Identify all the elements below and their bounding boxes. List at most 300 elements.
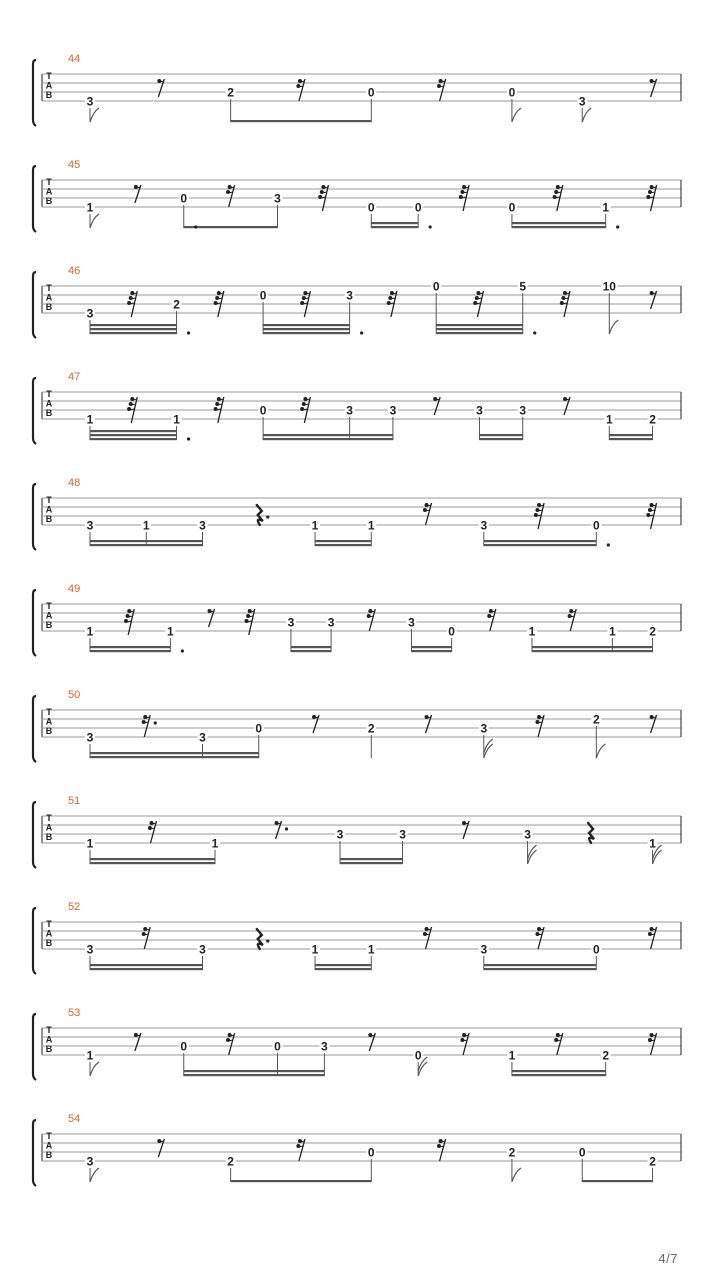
tab-clef-letter: A bbox=[45, 504, 53, 515]
rest-8 bbox=[157, 79, 164, 97]
tab-system-52 bbox=[33, 901, 681, 974]
rest-hook bbox=[553, 195, 557, 199]
beam bbox=[479, 434, 522, 436]
rest-hook bbox=[246, 614, 250, 618]
tab-note bbox=[577, 1146, 587, 1183]
fret-number: 1 bbox=[311, 942, 319, 957]
note-flag bbox=[90, 1168, 99, 1182]
fret-number: 0 bbox=[259, 403, 267, 418]
quarter-rest-glyph bbox=[257, 929, 263, 949]
beam bbox=[263, 332, 350, 334]
rest-hook bbox=[129, 296, 133, 300]
fret-number: 3 bbox=[86, 730, 94, 745]
rest-hook bbox=[302, 402, 306, 406]
rest-hook bbox=[556, 1033, 560, 1037]
rest-hook bbox=[127, 609, 131, 613]
rest-8 bbox=[275, 821, 289, 839]
fret-number: 1 bbox=[142, 518, 150, 533]
rest-hook bbox=[648, 508, 652, 512]
note-flag bbox=[609, 320, 618, 334]
rest-hook bbox=[561, 296, 565, 300]
fret-number: 1 bbox=[86, 624, 94, 639]
rest-hook bbox=[646, 195, 650, 199]
tab-clef-letter: A bbox=[45, 1034, 53, 1045]
fret-number: 1 bbox=[311, 518, 319, 533]
note-flag bbox=[528, 845, 537, 859]
rest-hook bbox=[439, 79, 443, 83]
beam bbox=[315, 964, 371, 966]
rest-hook bbox=[423, 932, 427, 936]
beam bbox=[512, 226, 606, 228]
rest-16 bbox=[648, 927, 657, 949]
rest-hook bbox=[535, 508, 539, 512]
rest-hook bbox=[473, 301, 477, 305]
tab-clef-letter: A bbox=[45, 398, 53, 409]
rest-hook bbox=[124, 619, 128, 623]
beam bbox=[231, 120, 372, 122]
beam bbox=[315, 540, 371, 542]
fret-number: 3 bbox=[524, 827, 531, 842]
rest-8 bbox=[650, 715, 657, 733]
note-flag bbox=[653, 850, 662, 864]
rest-hook bbox=[248, 609, 252, 613]
rest-dot bbox=[266, 515, 269, 518]
fret-number: 0 bbox=[578, 1145, 586, 1160]
tab-note bbox=[413, 1049, 427, 1077]
rest-hook bbox=[321, 185, 325, 189]
note-flag bbox=[512, 108, 521, 122]
beam bbox=[315, 544, 371, 546]
beam bbox=[340, 858, 403, 860]
rest-hook bbox=[387, 301, 391, 305]
tab-clef-letter: B bbox=[45, 90, 53, 100]
fret-number: 2 bbox=[173, 297, 180, 312]
page-number: 4/7 bbox=[658, 1251, 678, 1266]
rest-hook bbox=[126, 614, 130, 618]
fret-number: 3 bbox=[578, 94, 586, 109]
rest-16 bbox=[535, 927, 544, 949]
tab-note bbox=[577, 95, 591, 123]
rest-hook bbox=[423, 508, 427, 512]
rest-hook bbox=[300, 407, 304, 411]
rest-16 bbox=[487, 609, 496, 631]
rest-hook bbox=[460, 190, 464, 194]
fret-number: 1 bbox=[173, 412, 180, 427]
rest-8 bbox=[650, 291, 657, 309]
beam bbox=[263, 324, 350, 326]
tab-note bbox=[366, 86, 376, 123]
rest-16 bbox=[568, 609, 577, 631]
rest-hook bbox=[650, 185, 654, 189]
rest-hook bbox=[150, 821, 154, 825]
rest-hook bbox=[217, 397, 221, 401]
fret-number: 3 bbox=[519, 403, 527, 418]
tab-note bbox=[591, 519, 610, 547]
measure-number: 44 bbox=[68, 53, 81, 65]
rest-16 bbox=[648, 1033, 657, 1055]
rest-hook bbox=[489, 609, 493, 613]
fret-number: 3 bbox=[408, 615, 415, 630]
tab-clef-letter: T bbox=[46, 919, 52, 929]
rest-hook bbox=[129, 402, 133, 406]
duration-dot bbox=[194, 225, 197, 228]
rest-hook bbox=[650, 1033, 654, 1037]
system-bracket bbox=[33, 378, 36, 444]
tab-note bbox=[226, 1155, 236, 1183]
rest-8 bbox=[433, 397, 440, 415]
quarter-rest-glyph bbox=[588, 823, 594, 843]
tab-note bbox=[172, 413, 191, 441]
rest-8 bbox=[425, 715, 432, 733]
measure-number: 49 bbox=[68, 583, 81, 595]
fret-number: 3 bbox=[480, 518, 488, 533]
tab-system-51 bbox=[33, 795, 681, 868]
beam bbox=[436, 328, 523, 330]
fret-number: 3 bbox=[321, 1039, 328, 1054]
rest-hook bbox=[569, 609, 573, 613]
note-flag bbox=[484, 739, 493, 753]
rest-hook bbox=[650, 79, 654, 83]
rest-16 bbox=[423, 927, 432, 949]
rest-hook bbox=[368, 609, 372, 613]
note-flag bbox=[90, 1062, 99, 1076]
rest-hook bbox=[425, 715, 429, 719]
rest-hook bbox=[650, 715, 654, 719]
fret-number: 1 bbox=[649, 836, 656, 851]
system-bracket bbox=[33, 908, 36, 974]
system-bracket bbox=[33, 590, 36, 656]
tab-clef-letter: A bbox=[45, 80, 53, 91]
measure-number: 52 bbox=[68, 901, 81, 913]
tab-clef-letter: B bbox=[45, 620, 53, 630]
beam bbox=[411, 646, 451, 648]
duration-dot bbox=[187, 331, 190, 334]
tab-clef-letter: A bbox=[45, 292, 53, 303]
duration-dot bbox=[533, 331, 536, 334]
fret-number: 2 bbox=[508, 1145, 516, 1160]
rest-4 bbox=[588, 823, 594, 843]
beam bbox=[90, 756, 259, 758]
fret-number: 3 bbox=[199, 942, 206, 957]
beam bbox=[291, 650, 331, 652]
rest-16 bbox=[142, 715, 157, 737]
system-bracket bbox=[33, 272, 36, 338]
rest-hook bbox=[130, 291, 134, 295]
tab-clef-letter: B bbox=[45, 302, 53, 312]
fret-number: 3 bbox=[86, 94, 94, 109]
fret-number: 2 bbox=[367, 721, 375, 736]
system-bracket bbox=[33, 1014, 36, 1080]
beam bbox=[436, 332, 523, 334]
rest-hook bbox=[535, 720, 539, 724]
fret-number: 1 bbox=[367, 518, 375, 533]
rest-hook bbox=[217, 291, 221, 295]
rest-hook bbox=[568, 614, 572, 618]
beam bbox=[90, 430, 177, 432]
system-bracket bbox=[33, 60, 36, 126]
tab-clef-letter: A bbox=[45, 716, 53, 727]
tab-system-53 bbox=[33, 1007, 681, 1080]
tab-note bbox=[648, 837, 662, 865]
rest-hook bbox=[390, 291, 394, 295]
rest-16 bbox=[148, 821, 157, 843]
rest-hook bbox=[300, 301, 304, 305]
rest-hook bbox=[534, 513, 538, 517]
rest-hook bbox=[214, 301, 218, 305]
fret-number: 1 bbox=[211, 836, 219, 851]
tab-note bbox=[226, 86, 236, 123]
tab-clef-letter: A bbox=[45, 186, 53, 197]
beam bbox=[90, 328, 177, 330]
rest-16 bbox=[437, 79, 446, 101]
tab-system-47 bbox=[33, 371, 681, 444]
fret-number: 0 bbox=[367, 1145, 375, 1160]
fret-number: 10 bbox=[602, 279, 616, 294]
rest-hook bbox=[368, 1033, 372, 1037]
fret-number: 2 bbox=[649, 624, 656, 639]
duration-dot bbox=[429, 225, 432, 228]
rest-4 bbox=[257, 505, 270, 525]
rest-hook bbox=[487, 614, 491, 618]
rest-hook bbox=[648, 932, 652, 936]
tab-system-49 bbox=[33, 583, 681, 656]
tab-clef-letter: T bbox=[46, 707, 52, 717]
rest-hook bbox=[648, 1038, 652, 1042]
rest-hook bbox=[245, 619, 249, 623]
fret-number: 0 bbox=[274, 1039, 281, 1054]
fret-number: 1 bbox=[86, 200, 94, 215]
fret-number: 3 bbox=[480, 721, 488, 736]
rest-8 bbox=[208, 609, 215, 627]
rest-hook bbox=[296, 84, 300, 88]
tab-note bbox=[413, 201, 432, 229]
tab-system-48 bbox=[33, 477, 681, 550]
measure-number: 46 bbox=[68, 265, 81, 277]
tab-clef-letter: T bbox=[46, 389, 52, 399]
measure-number: 47 bbox=[68, 371, 81, 383]
fret-number: 2 bbox=[602, 1048, 610, 1063]
tab-note bbox=[601, 280, 618, 335]
measure-number: 50 bbox=[68, 689, 81, 701]
rest-hook bbox=[303, 397, 307, 401]
rest-dot bbox=[266, 939, 269, 942]
duration-dot bbox=[181, 649, 184, 652]
beam bbox=[532, 646, 653, 648]
rest-hook bbox=[560, 301, 564, 305]
beam bbox=[231, 1180, 372, 1182]
rest-hook bbox=[318, 195, 322, 199]
beam bbox=[479, 438, 522, 440]
quarter-rest-glyph bbox=[257, 505, 263, 525]
measure-number: 53 bbox=[68, 1007, 81, 1019]
rest-hook bbox=[298, 79, 302, 83]
rest-dot bbox=[154, 721, 157, 724]
rest-hook bbox=[142, 932, 146, 936]
beam bbox=[90, 646, 170, 648]
fret-number: 1 bbox=[86, 1048, 94, 1063]
beam bbox=[371, 222, 418, 224]
tab-clef-letter: T bbox=[46, 283, 52, 293]
tab-note bbox=[366, 722, 376, 759]
fret-number: 3 bbox=[86, 306, 94, 321]
beam bbox=[582, 1180, 652, 1182]
rest-8 bbox=[563, 397, 570, 415]
fret-number: 1 bbox=[528, 624, 536, 639]
tab-clef-letter: T bbox=[46, 495, 52, 505]
measure-number: 51 bbox=[68, 795, 81, 807]
tab-note bbox=[507, 86, 521, 123]
beam bbox=[512, 1074, 606, 1076]
tab-clef-letter: B bbox=[45, 196, 53, 206]
beam bbox=[532, 650, 653, 652]
beam bbox=[484, 968, 597, 970]
beam bbox=[90, 650, 170, 652]
rest-hook bbox=[148, 826, 152, 830]
beam bbox=[512, 222, 606, 224]
tab-system-44 bbox=[33, 53, 681, 126]
fret-number: 2 bbox=[227, 1154, 234, 1169]
fret-number: 3 bbox=[274, 191, 281, 206]
tab-system-46 bbox=[33, 265, 681, 338]
rest-hook bbox=[130, 397, 134, 401]
beam bbox=[90, 324, 177, 326]
tab-note bbox=[85, 95, 99, 123]
rest-hook bbox=[127, 407, 131, 411]
beam bbox=[484, 544, 597, 546]
rest-16 bbox=[226, 185, 235, 207]
tab-clef-letter: T bbox=[46, 813, 52, 823]
rest-hook bbox=[537, 715, 541, 719]
rest-hook bbox=[228, 1033, 232, 1037]
rest-hook bbox=[459, 195, 463, 199]
beam bbox=[90, 332, 177, 334]
fret-number: 3 bbox=[480, 942, 488, 957]
rest-16 bbox=[554, 1033, 563, 1055]
fret-number: 0 bbox=[448, 624, 455, 639]
beam bbox=[263, 438, 393, 440]
tab-note bbox=[179, 192, 198, 229]
beam bbox=[609, 438, 652, 440]
beam bbox=[315, 968, 371, 970]
fret-number: 1 bbox=[367, 942, 375, 957]
rest-hook bbox=[228, 185, 232, 189]
note-flag bbox=[512, 1168, 521, 1182]
duration-dot bbox=[607, 543, 610, 546]
fret-number: 2 bbox=[649, 412, 656, 427]
fret-number: 0 bbox=[180, 1039, 188, 1054]
measure-number: 48 bbox=[68, 477, 81, 489]
tab-system-50 bbox=[33, 689, 681, 762]
beam bbox=[484, 964, 597, 966]
rest-16 bbox=[437, 1139, 446, 1161]
fret-number: 1 bbox=[609, 624, 616, 639]
rest-hook bbox=[646, 513, 650, 517]
tab-clef-letter: T bbox=[46, 1131, 52, 1141]
measure-number: 54 bbox=[68, 1113, 81, 1125]
rest-hook bbox=[462, 821, 466, 825]
fret-number: 3 bbox=[327, 615, 335, 630]
duration-dot bbox=[616, 225, 619, 228]
system-bracket bbox=[33, 696, 36, 762]
fret-number: 0 bbox=[592, 518, 600, 533]
rest-16 bbox=[423, 503, 432, 525]
rest-hook bbox=[214, 407, 218, 411]
beam bbox=[90, 968, 203, 970]
beam bbox=[371, 226, 418, 228]
rest-hook bbox=[460, 1038, 464, 1042]
rest-hook bbox=[433, 397, 437, 401]
rest-hook bbox=[320, 190, 324, 194]
tab-clef-letter: T bbox=[46, 71, 52, 81]
fret-number: 1 bbox=[605, 412, 613, 427]
fret-number: 3 bbox=[86, 518, 94, 533]
beam bbox=[90, 964, 203, 966]
fret-number: 3 bbox=[336, 827, 344, 842]
tab-note bbox=[85, 1155, 99, 1183]
tab-note bbox=[273, 192, 283, 229]
fret-number: 0 bbox=[414, 1048, 422, 1063]
rest-8 bbox=[368, 1033, 375, 1051]
fret-number: 3 bbox=[389, 403, 397, 418]
fret-number: 0 bbox=[367, 85, 375, 100]
rest-hook bbox=[142, 720, 146, 724]
rest-4 bbox=[257, 929, 270, 949]
tab-note bbox=[523, 828, 537, 865]
fret-number: 0 bbox=[259, 288, 267, 303]
rest-hook bbox=[388, 296, 392, 300]
rest-16 bbox=[460, 1033, 469, 1055]
rest-hook bbox=[312, 715, 316, 719]
tab-clef-letter: B bbox=[45, 1150, 53, 1160]
beam bbox=[436, 324, 523, 326]
system-bracket bbox=[33, 1120, 36, 1186]
fret-number: 0 bbox=[592, 942, 600, 957]
note-flag bbox=[418, 1062, 427, 1076]
beam bbox=[340, 862, 403, 864]
system-bracket bbox=[33, 484, 36, 550]
rest-hook bbox=[475, 296, 479, 300]
tab-note bbox=[648, 1155, 658, 1183]
rest-hook bbox=[648, 190, 652, 194]
tab-note bbox=[258, 289, 268, 335]
rest-hook bbox=[650, 927, 654, 931]
beam bbox=[90, 858, 215, 860]
tab-clef-letter: B bbox=[45, 514, 53, 524]
tab-system-45 bbox=[33, 159, 681, 232]
fret-number: 3 bbox=[199, 730, 206, 745]
tab-clef-letter: B bbox=[45, 408, 53, 418]
tab-system-54 bbox=[33, 1113, 681, 1186]
rest-hook bbox=[563, 397, 567, 401]
rest-hook bbox=[215, 296, 219, 300]
fret-number: 0 bbox=[414, 200, 422, 215]
fret-number: 3 bbox=[346, 403, 353, 418]
beam bbox=[263, 434, 393, 436]
fret-number: 0 bbox=[367, 200, 375, 215]
fret-number: 3 bbox=[199, 518, 206, 533]
fret-number: 3 bbox=[287, 615, 295, 630]
tab-clef-letter: B bbox=[45, 726, 53, 736]
tab-note bbox=[85, 201, 99, 229]
duration-dot bbox=[187, 437, 190, 440]
rest-16 bbox=[296, 1139, 305, 1161]
note-flag bbox=[90, 108, 99, 122]
tab-note bbox=[518, 280, 537, 335]
note-flag bbox=[484, 744, 493, 758]
rest-16 bbox=[367, 609, 376, 631]
rest-hook bbox=[537, 927, 541, 931]
rest-hook bbox=[134, 1033, 138, 1037]
